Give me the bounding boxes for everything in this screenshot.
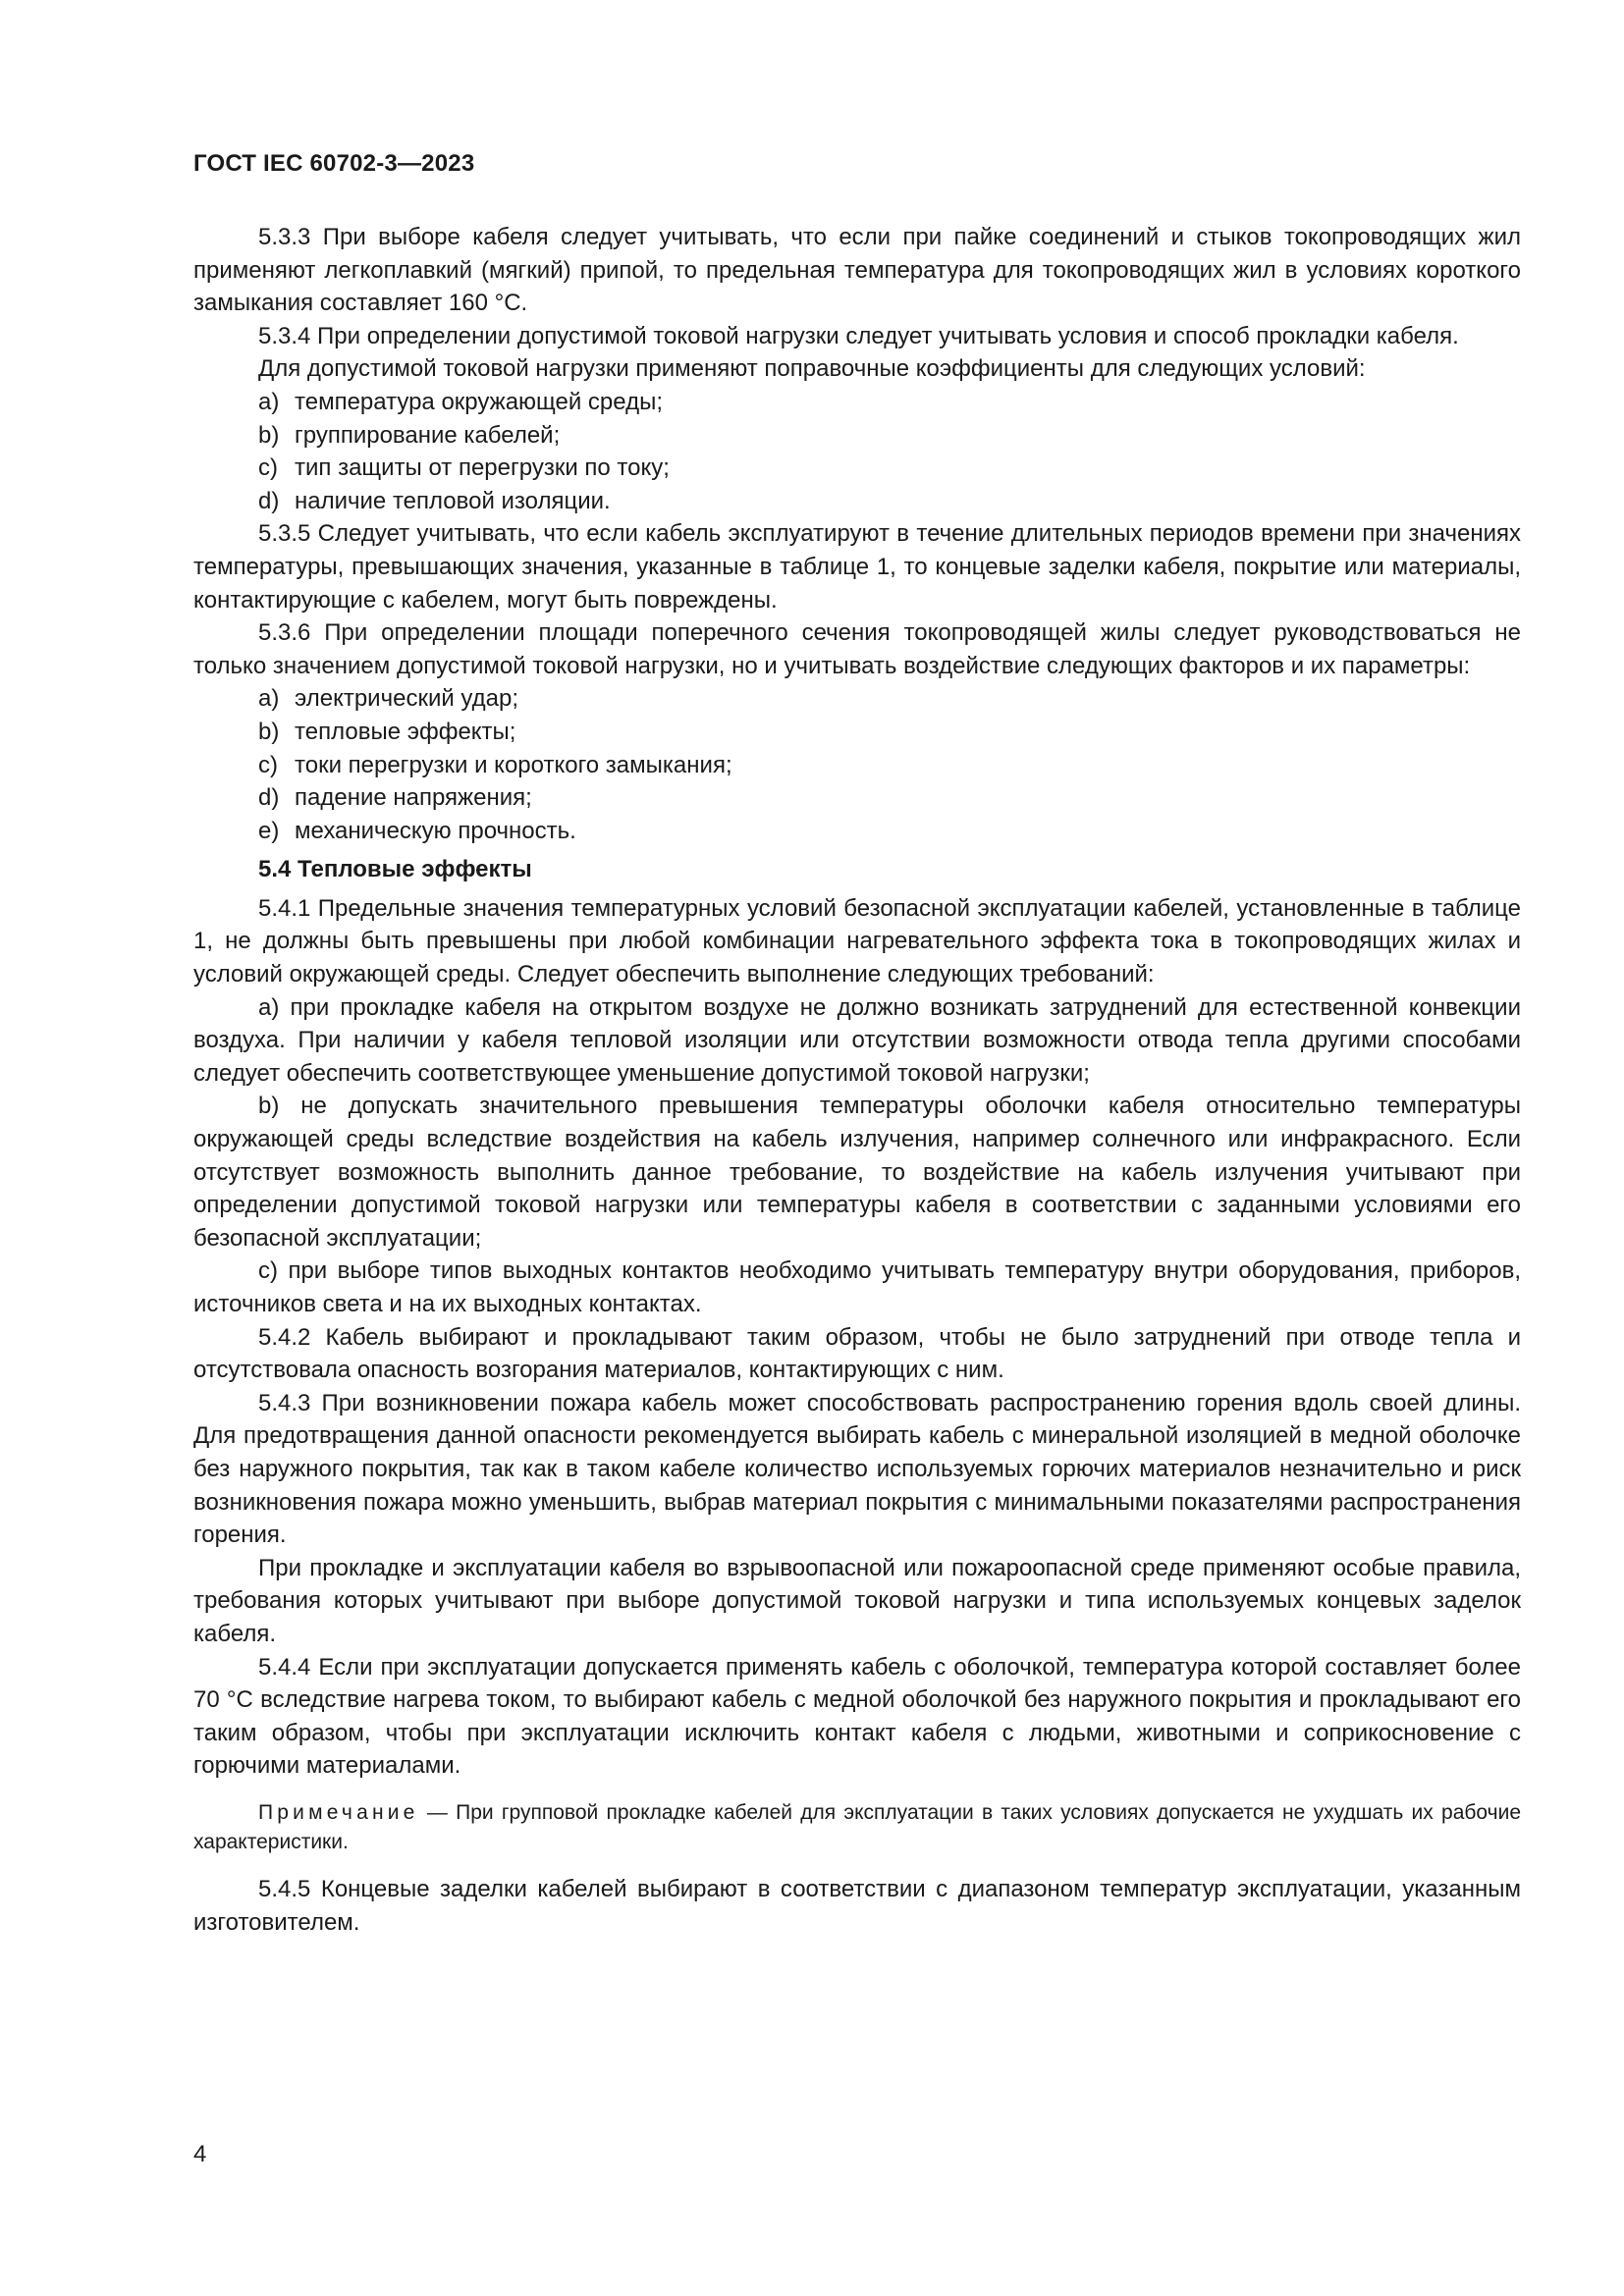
list-item-text: группирование кабелей; — [295, 421, 561, 449]
note — [193, 1798, 1521, 1857]
list-item — [193, 452, 1521, 485]
paragraph-5-4-1: 5.4.1 Предельные значения температурных условий безопасной эксплуатации кабелей, установленные в таблице 1, не должны быть превышены при любой комбинации нагревательного эффекта тока в токопроводящих жилах и условий окружающей среды. Следует обеспечить выполнение следующих требований: — [193, 894, 1521, 988]
list-marker: b) — [258, 421, 280, 449]
list-item-text: падение напряжения; — [295, 784, 532, 812]
note-label: Примечание — [258, 1800, 419, 1824]
paragraph-5-4-1-b: b) не допускать значительного превышения температуры оболочки кабеля относительно температуры окружающей среды вследствие воздействия на кабель излучения, например солнечного или инфракрасного. Если отсутствует возможность выполнить данное требование, то воздействие на кабель излучения учитывают при определении допустимой токовой нагрузки или температуры кабеля в соответствии с заданными условиями его безопасной эксплуатации; — [193, 1093, 1521, 1252]
list-item — [193, 815, 1521, 848]
list-item-text: наличие тепловой изоляции. — [295, 487, 611, 514]
paragraph-5-4-4: 5.4.4 Если при эксплуатации допускается применять кабель с оболочкой, температура которой составляет более 70 °С вследствие нагрева током, то выбирают кабель с медной оболочкой без наружного покрытия и прокладывают его таким образом, чтобы при эксплуатации исключить контакт кабеля с людьми, животными и соприкосновение с горючими материалами. — [193, 1653, 1521, 1780]
list-marker: d) — [258, 784, 280, 812]
page-number: 4 — [193, 2141, 207, 2167]
list-marker: c) — [258, 751, 278, 778]
list-marker: d) — [258, 487, 280, 514]
list-item-text: температура окружающей среды; — [295, 388, 664, 415]
list-item — [193, 682, 1521, 716]
paragraph-5-4-2: 5.4.2 Кабель выбирают и прокладывают таким образом, чтобы не было затруднений при отводе тепла и отсутствовала опасность возгорания материалов, контактирующих с ним. — [193, 1323, 1521, 1384]
document-header: ГОСТ IEC 60702-3—2023 — [193, 150, 475, 177]
list-item-text: тепловые эффекты; — [295, 718, 516, 745]
list-item-text: электрический удар; — [295, 685, 518, 713]
document-body — [193, 221, 1521, 1939]
list-item — [193, 716, 1521, 749]
paragraph-5-3-4-conditions: Для допустимой токовой нагрузки применяют поправочные коэффициенты для следующих условий: — [258, 355, 1366, 383]
list-marker: a) — [258, 685, 280, 713]
conditions-list — [193, 386, 1521, 517]
list-marker: c) — [258, 454, 278, 482]
paragraph-5-4-3: 5.4.3 При возникновении пожара кабель может способствовать распространению горения вдоль своей длины. Для предотвращения данной опасности рекомендуется выбирать кабель с минеральной изоляцией в медной оболочке без наружного покрытия, так как в таком кабеле количество используемых горючих материалов незначительно и риск возникновения пожара можно уменьшить, выбрав материал покрытия с минимальными показателями распространения горения. — [193, 1389, 1521, 1549]
list-item-text: тип защиты от перегрузки по току; — [295, 454, 670, 482]
factors-list — [193, 682, 1521, 847]
list-marker: e) — [258, 817, 280, 844]
list-item — [193, 749, 1521, 782]
paragraph-5-3-3: 5.3.3 При выборе кабеля следует учитывать, что если при пайке соединений и стыков токопроводящих жил применяют легкоплавкий (мягкий) припой, то предельная температура для токопроводящих жил в условиях короткого замыкания составляет 160 °С. — [193, 224, 1521, 317]
paragraph-5-3-5: 5.3.5 Следует учитывать, что если кабель эксплуатируют в течение длительных периодов времени при значениях температуры, превышающих значения, указанные в таблице 1, то концевые заделки кабеля, покрытие или материалы, контактирующие с кабелем, могут быть повреждены. — [193, 520, 1521, 614]
section-heading-5-4: 5.4 Тепловые эффекты — [258, 856, 532, 883]
list-item — [193, 419, 1521, 453]
note-text: — При групповой прокладке кабелей для эксплуатации в таких условиях допускается не ухудшать их рабочие характеристики. — [193, 1800, 1521, 1853]
paragraph-5-4-1-a: a) при прокладке кабеля на открытом воздухе не должно возникать затруднений для естественной конвекции воздуха. При наличии у кабеля тепловой изоляции или отсутствии возможности отвода тепла другими способами следует обеспечить соответствующее уменьшение допустимой токовой нагрузки; — [193, 993, 1521, 1087]
paragraph-5-3-4: 5.3.4 При определении допустимой токовой нагрузки следует учитывать условия и способ прокладки кабеля. — [258, 322, 1459, 349]
list-item-text: токи перегрузки и короткого замыкания; — [295, 751, 732, 778]
paragraph-5-4-3-special: При прокладке и эксплуатации кабеля во взрывоопасной или пожароопасной среде применяют особые правила, требования которых учитывают при выборе допустимой токовой нагрузки и типа используемых концевых заделок кабеля. — [193, 1554, 1521, 1647]
list-marker: b) — [258, 718, 280, 745]
paragraph-5-4-5: 5.4.5 Концевые заделки кабелей выбирают в соответствии с диапазоном температур эксплуатации, указанным изготовителем. — [193, 1875, 1521, 1936]
paragraph-5-3-6: 5.3.6 При определении площади поперечного сечения токопроводящей жилы следует руководствоваться не только значением допустимой токовой нагрузки, но и учитывать воздействие следующих факторов и их параметры: — [193, 619, 1521, 679]
list-item — [193, 386, 1521, 419]
list-item — [193, 485, 1521, 518]
paragraph-5-4-1-c: c) при выборе типов выходных контактов необходимо учитывать температуру внутри оборудования, приборов, источников света и на их выходных контактах. — [193, 1257, 1521, 1317]
list-item-text: механическую прочность. — [295, 817, 576, 844]
list-marker: a) — [258, 388, 280, 415]
list-item — [193, 781, 1521, 815]
